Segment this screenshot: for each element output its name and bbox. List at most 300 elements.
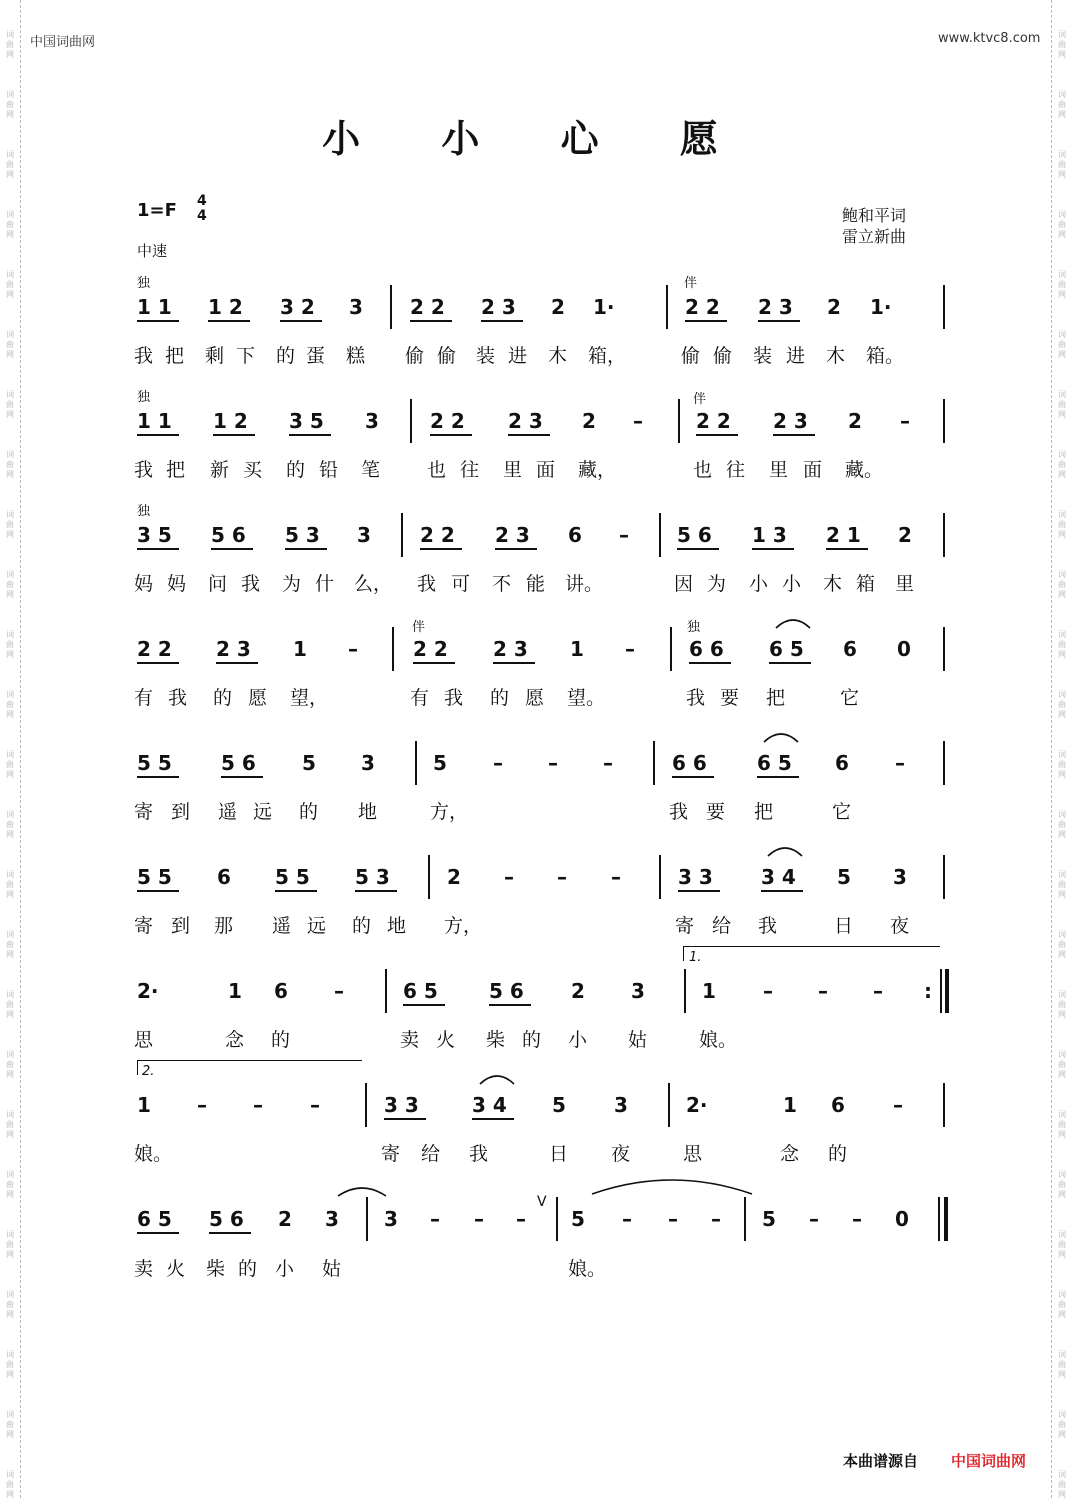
lyric-char: 把 [754, 801, 774, 823]
lyricist-credit: 鲍和平词 [842, 206, 907, 225]
note-group: – [895, 751, 905, 775]
note-group: 2 [898, 523, 912, 547]
lyric-char: 下 [236, 345, 256, 367]
note-group: 6 [568, 523, 582, 547]
lyric-char: 望。 [567, 687, 606, 709]
lyric-char: 因 [674, 573, 694, 595]
beam-underline [761, 890, 803, 892]
lyric-char: 的 [286, 459, 306, 481]
lyric-char: 进 [786, 345, 806, 367]
lyric-char: 愿 [248, 687, 268, 709]
note-group: – [504, 865, 514, 889]
lyric-char: 我 [168, 687, 188, 709]
note-group: 2 3 [758, 295, 793, 319]
lyric-char: 可 [451, 573, 471, 595]
lyric-char: 新 [210, 459, 230, 481]
beam-underline [209, 1232, 251, 1234]
lyric-char: 讲。 [565, 573, 604, 595]
note-group: 6 [835, 751, 849, 775]
note-group: 2 2 [430, 409, 465, 433]
beam-underline [757, 776, 799, 778]
note-group: 6 5 [403, 979, 438, 1003]
lyric-char: 装 [753, 345, 773, 367]
watermark-text: 词 曲 网 [6, 450, 14, 479]
lyric-char: 火 [166, 1258, 186, 1280]
lyric-char: 小 [568, 1029, 588, 1051]
lyric-char: 为 [707, 573, 727, 595]
beam-underline [481, 320, 523, 322]
note-group: 5 6 [489, 979, 524, 1003]
lyric-char: 要 [706, 801, 726, 823]
watermark-text: 词 曲 网 [1058, 1230, 1066, 1259]
lyric-char: 寄 [675, 915, 695, 937]
watermark-text: 词 曲 网 [6, 570, 14, 599]
beam-underline [769, 662, 811, 664]
barline [365, 1083, 367, 1127]
barline [940, 969, 942, 1013]
watermark-text: 词 曲 网 [6, 30, 14, 59]
lyric-char: 不 [492, 573, 512, 595]
barline [670, 627, 672, 671]
barline [668, 1083, 670, 1127]
watermark-text: 词 曲 网 [6, 1290, 14, 1319]
barline [943, 855, 945, 899]
note-group: 2· [686, 1093, 708, 1117]
lyric-char: 糕 [346, 345, 366, 367]
beam-underline [285, 548, 327, 550]
lyric-char: 姑 [322, 1258, 342, 1280]
lyric-char: 到 [171, 915, 191, 937]
lyric-char: 妈 [167, 573, 187, 595]
note-group: 5 [433, 751, 447, 775]
note-group: – [711, 1207, 721, 1231]
slur [768, 848, 802, 856]
lyric-char: 也 [693, 459, 713, 481]
note-group: 2 [571, 979, 585, 1003]
note-group: – [619, 523, 629, 547]
note-group: 5 [302, 751, 316, 775]
note-group: 5 [571, 1207, 585, 1231]
barline [744, 1197, 746, 1241]
lyric-char: 夜 [611, 1143, 631, 1165]
watermark-text: 词 曲 网 [1058, 630, 1066, 659]
lyric-char: 我 [686, 687, 706, 709]
note-group: 2 [447, 865, 461, 889]
note-group: – [348, 637, 358, 661]
note-group: 3 [361, 751, 375, 775]
watermark-text: 词 曲 网 [1058, 1170, 1066, 1199]
lyric-char: 念 [780, 1143, 800, 1165]
lyric-char: 远 [253, 801, 273, 823]
note-group: 2 [827, 295, 841, 319]
note-group: 1 3 [752, 523, 787, 547]
note-group: – [334, 979, 344, 1003]
note-group: 2 2 [410, 295, 445, 319]
barline [684, 969, 686, 1013]
barline [943, 741, 945, 785]
watermark-text: 词 曲 网 [1058, 750, 1066, 779]
note-group: 5 6 [221, 751, 256, 775]
barline [385, 969, 387, 1013]
note-group: 1 [783, 1093, 797, 1117]
lyric-char: 往 [726, 459, 746, 481]
lyric-char: 能 [526, 573, 546, 595]
watermark-text: 词 曲 网 [6, 990, 14, 1019]
barline [659, 855, 661, 899]
note-group: – [818, 979, 828, 1003]
beam-underline [213, 434, 255, 436]
barline [944, 1197, 948, 1241]
note-group: 5 3 [355, 865, 390, 889]
lyric-char: 遥 [218, 801, 238, 823]
lyric-char: 的 [213, 687, 233, 709]
beam-underline [495, 548, 537, 550]
note-group: 3 [614, 1093, 628, 1117]
note-group: 3 3 [384, 1093, 419, 1117]
barline [666, 285, 668, 329]
tempo-marking: 中速 [137, 242, 168, 260]
note-group: 1 2 [208, 295, 243, 319]
lyric-char: 地 [387, 915, 407, 937]
lyric-char: 进 [508, 345, 528, 367]
watermark-text: 词 曲 网 [6, 1230, 14, 1259]
barline [945, 969, 949, 1013]
lyric-char: 寄 [381, 1143, 401, 1165]
lyric-char: 什 [315, 573, 335, 595]
slur [776, 620, 810, 628]
lyric-char: 把 [165, 345, 185, 367]
beam-underline [696, 434, 738, 436]
beam-underline [211, 548, 253, 550]
note-group: 2 2 [137, 637, 172, 661]
lyric-char: 柴 [206, 1258, 226, 1280]
beam-underline [137, 890, 179, 892]
note-group: 2 3 [216, 637, 251, 661]
watermark-text: 词 曲 网 [1058, 210, 1066, 239]
note-group: 1· [870, 295, 892, 319]
lyric-char: 木 [823, 573, 843, 595]
watermark-text: 词 曲 网 [6, 1110, 14, 1139]
note-group: – [430, 1207, 440, 1231]
tie [338, 1188, 386, 1196]
lyric-char: 有 [134, 687, 154, 709]
beam-underline [137, 776, 179, 778]
note-group: 3 5 [289, 409, 324, 433]
lyric-char: 的 [238, 1258, 258, 1280]
tie [592, 1180, 752, 1194]
time-signature-bottom: 4 [197, 208, 207, 224]
note-group: 5 6 [211, 523, 246, 547]
note-group: – [603, 751, 613, 775]
lyric-char: 问 [208, 573, 228, 595]
note-group: 2 2 [685, 295, 720, 319]
beam-underline [689, 662, 731, 664]
watermark-text: 词 曲 网 [6, 750, 14, 779]
watermark-text: 词 曲 网 [1058, 1290, 1066, 1319]
note-group: 2 3 [508, 409, 543, 433]
watermark-text: 词 曲 网 [1058, 1470, 1066, 1499]
barline [943, 285, 945, 329]
lyric-char: 也 [427, 459, 447, 481]
watermark-text: 词 曲 网 [1058, 690, 1066, 719]
barline [659, 513, 661, 557]
lyric-char: 铅 [319, 459, 339, 481]
lyric-char: 念 [225, 1029, 245, 1051]
note-group: 3 4 [761, 865, 796, 889]
barline [366, 1197, 368, 1241]
barline [678, 399, 680, 443]
beam-underline [677, 548, 719, 550]
note-group: 3 3 [678, 865, 713, 889]
beam-underline [275, 890, 317, 892]
note-group: 3 [365, 409, 379, 433]
note-group: 2 2 [413, 637, 448, 661]
footer-source-label: 本曲谱源自 [843, 1452, 919, 1470]
lyric-char: 我 [444, 687, 464, 709]
watermark-text: 词 曲 网 [1058, 810, 1066, 839]
note-group: 6 5 [137, 1207, 172, 1231]
note-group: 2 3 [493, 637, 528, 661]
lyric-char: 火 [436, 1029, 456, 1051]
note-group: – [548, 751, 558, 775]
beam-underline [137, 320, 179, 322]
watermark-text: 词 曲 网 [6, 930, 14, 959]
beam-underline [493, 662, 535, 664]
lyric-char: 娘。 [699, 1029, 738, 1051]
lyric-char: 日 [549, 1143, 569, 1165]
accompany-mark: 伴 [684, 276, 698, 291]
beam-underline [672, 776, 714, 778]
beam-underline [403, 1004, 445, 1006]
note-group: 2 1 [826, 523, 861, 547]
lyric-char: 寄 [134, 915, 154, 937]
lyric-char: 的 [276, 345, 296, 367]
lyric-char: 的 [490, 687, 510, 709]
barline [556, 1197, 558, 1241]
beam-underline [289, 434, 331, 436]
lyric-char: 我 [134, 459, 154, 481]
lyric-char: 姑 [628, 1029, 648, 1051]
watermark-text: 词 曲 网 [6, 150, 14, 179]
note-group: 2 2 [696, 409, 731, 433]
barline [943, 1083, 945, 1127]
lyric-char: 小 [749, 573, 769, 595]
lyric-char: 里 [769, 459, 789, 481]
beam-underline [137, 662, 179, 664]
beam-underline [420, 548, 462, 550]
note-group: 3 4 [472, 1093, 507, 1117]
lyric-char: 那 [214, 915, 234, 937]
note-group: 0 [895, 1207, 909, 1231]
lyric-char: 里 [503, 459, 523, 481]
lyric-char: 么， [354, 573, 393, 595]
beam-underline [208, 320, 250, 322]
beam-underline [826, 548, 868, 550]
beam-underline [221, 776, 263, 778]
watermark-text: 词 曲 网 [6, 870, 14, 899]
watermark-text: 词 曲 网 [1058, 930, 1066, 959]
note-group: 5 [552, 1093, 566, 1117]
lyric-char: 有 [410, 687, 430, 709]
watermark-text: 词 曲 网 [6, 690, 14, 719]
lyric-char: 往 [460, 459, 480, 481]
note-group: 3 [631, 979, 645, 1003]
beam-underline [355, 890, 397, 892]
barline [428, 855, 430, 899]
note-group: – [310, 1093, 320, 1117]
composer-credit: 雷立新曲 [842, 227, 907, 246]
lyric-char: 远 [307, 915, 327, 937]
key-signature: 1=F [137, 200, 177, 221]
barline [410, 399, 412, 443]
time-signature-top: 4 [197, 193, 207, 209]
note-group: 1 [137, 1093, 151, 1117]
note-group: 3 [349, 295, 363, 319]
lyric-char: 的 [271, 1029, 291, 1051]
watermark-text: 词 曲 网 [6, 630, 14, 659]
lyric-char: 把 [766, 687, 786, 709]
note-group: 1 [570, 637, 584, 661]
watermark-text: 词 曲 网 [1058, 1410, 1066, 1439]
note-group: 2 [551, 295, 565, 319]
watermark-text: 词 曲 网 [6, 810, 14, 839]
watermark-text: 词 曲 网 [1058, 570, 1066, 599]
lyric-char: 木 [548, 345, 568, 367]
lyric-char: 偷 [437, 345, 457, 367]
note-group: – [197, 1093, 207, 1117]
note-group: – [633, 409, 643, 433]
beam-underline [758, 320, 800, 322]
note-group: 5 [837, 865, 851, 889]
watermark-text: 词 曲 网 [1058, 990, 1066, 1019]
note-group: 2 [278, 1207, 292, 1231]
note-group: 5 5 [137, 865, 172, 889]
lyric-char: 箱， [588, 345, 627, 367]
watermark-text: 词 曲 网 [1058, 30, 1066, 59]
note-group: 6 [831, 1093, 845, 1117]
barline [653, 741, 655, 785]
lyric-char: 我 [417, 573, 437, 595]
note-group: 3 [893, 865, 907, 889]
watermark-text: 词 曲 网 [6, 390, 14, 419]
note-group: – [253, 1093, 263, 1117]
watermark-text: 词 曲 网 [6, 1470, 14, 1499]
lyric-char: 卖 [134, 1258, 154, 1280]
note-group: 2 3 [773, 409, 808, 433]
watermark-text: 词 曲 网 [6, 90, 14, 119]
watermark-text: 词 曲 网 [1058, 450, 1066, 479]
watermark-text: 词 曲 网 [6, 1410, 14, 1439]
accompany-mark: 伴 [412, 620, 426, 635]
lyric-char: 愿 [525, 687, 545, 709]
note-group: – [516, 1207, 526, 1231]
beam-underline [413, 662, 455, 664]
lyric-char: 方， [430, 801, 469, 823]
lyric-char: 藏。 [845, 459, 884, 481]
note-group: 3 [325, 1207, 339, 1231]
note-group: 1 [702, 979, 716, 1003]
note-group: 2 3 [495, 523, 530, 547]
beam-underline [678, 890, 720, 892]
second-ending-label: 2. [142, 1064, 155, 1079]
first-ending-label: 1. [689, 950, 702, 965]
note-group: 5 5 [275, 865, 310, 889]
note-group: 6 [274, 979, 288, 1003]
note-group: – [557, 865, 567, 889]
watermark-text: 词 曲 网 [1058, 150, 1066, 179]
note-group: 6 5 [757, 751, 792, 775]
lyric-char: 望， [290, 687, 329, 709]
note-group: – [668, 1207, 678, 1231]
watermark-text: 词 曲 网 [1058, 870, 1066, 899]
beam-underline [430, 434, 472, 436]
note-group: 2 2 [420, 523, 455, 547]
watermark-text: 词 曲 网 [6, 210, 14, 239]
note-group: 2 3 [481, 295, 516, 319]
beam-underline [410, 320, 452, 322]
note-group: – [852, 1207, 862, 1231]
note-group: 6 6 [672, 751, 707, 775]
lyric-char: 它 [840, 687, 860, 709]
watermark-text: 词 曲 网 [6, 330, 14, 359]
lyric-char: 买 [243, 459, 263, 481]
note-group: 2 [582, 409, 596, 433]
note-group: 5 6 [677, 523, 712, 547]
watermark-text: 词 曲 网 [6, 1350, 14, 1379]
watermark-text: 词 曲 网 [1058, 1110, 1066, 1139]
barline [415, 741, 417, 785]
lyric-char: 小 [782, 573, 802, 595]
lyric-char: 我 [241, 573, 261, 595]
lyric-char: 寄 [134, 801, 154, 823]
note-group: – [611, 865, 621, 889]
site-name-left: 中国词曲网 [30, 35, 96, 50]
lyric-char: 地 [358, 801, 378, 823]
note-group: – [873, 979, 883, 1003]
lyric-char: 妈 [134, 573, 154, 595]
note-group: 3 2 [280, 295, 315, 319]
watermark-text: 词 曲 网 [1058, 390, 1066, 419]
note-group: 0 [897, 637, 911, 661]
beam-underline [384, 1118, 426, 1120]
lyric-char: 我 [134, 345, 154, 367]
accompany-mark: 伴 [693, 392, 707, 407]
lyric-char: 偷 [681, 345, 701, 367]
note-group: 1 [293, 637, 307, 661]
note-group: – [763, 979, 773, 1003]
barline [943, 399, 945, 443]
note-group: – [809, 1207, 819, 1231]
lyric-char: 剩 [205, 345, 225, 367]
lyric-char: 我 [758, 915, 778, 937]
watermark-text: 词 曲 网 [1058, 1350, 1066, 1379]
solo-mark: 独 [137, 390, 151, 405]
note-group: 1 1 [137, 409, 172, 433]
beam-underline [752, 548, 794, 550]
lyric-char: 的 [522, 1029, 542, 1051]
beam-underline [685, 320, 727, 322]
watermark-text: 词 曲 网 [6, 1050, 14, 1079]
lyric-char: 木 [826, 345, 846, 367]
lyric-char: 箱。 [866, 345, 905, 367]
lyric-char: 柴 [486, 1029, 506, 1051]
note-group: 2· [137, 979, 159, 1003]
lyric-char: 笔 [361, 459, 381, 481]
solo-mark: 独 [687, 620, 701, 635]
note-group: 5 3 [285, 523, 320, 547]
lyric-char: 小 [275, 1258, 295, 1280]
lyric-char: 的 [352, 915, 372, 937]
